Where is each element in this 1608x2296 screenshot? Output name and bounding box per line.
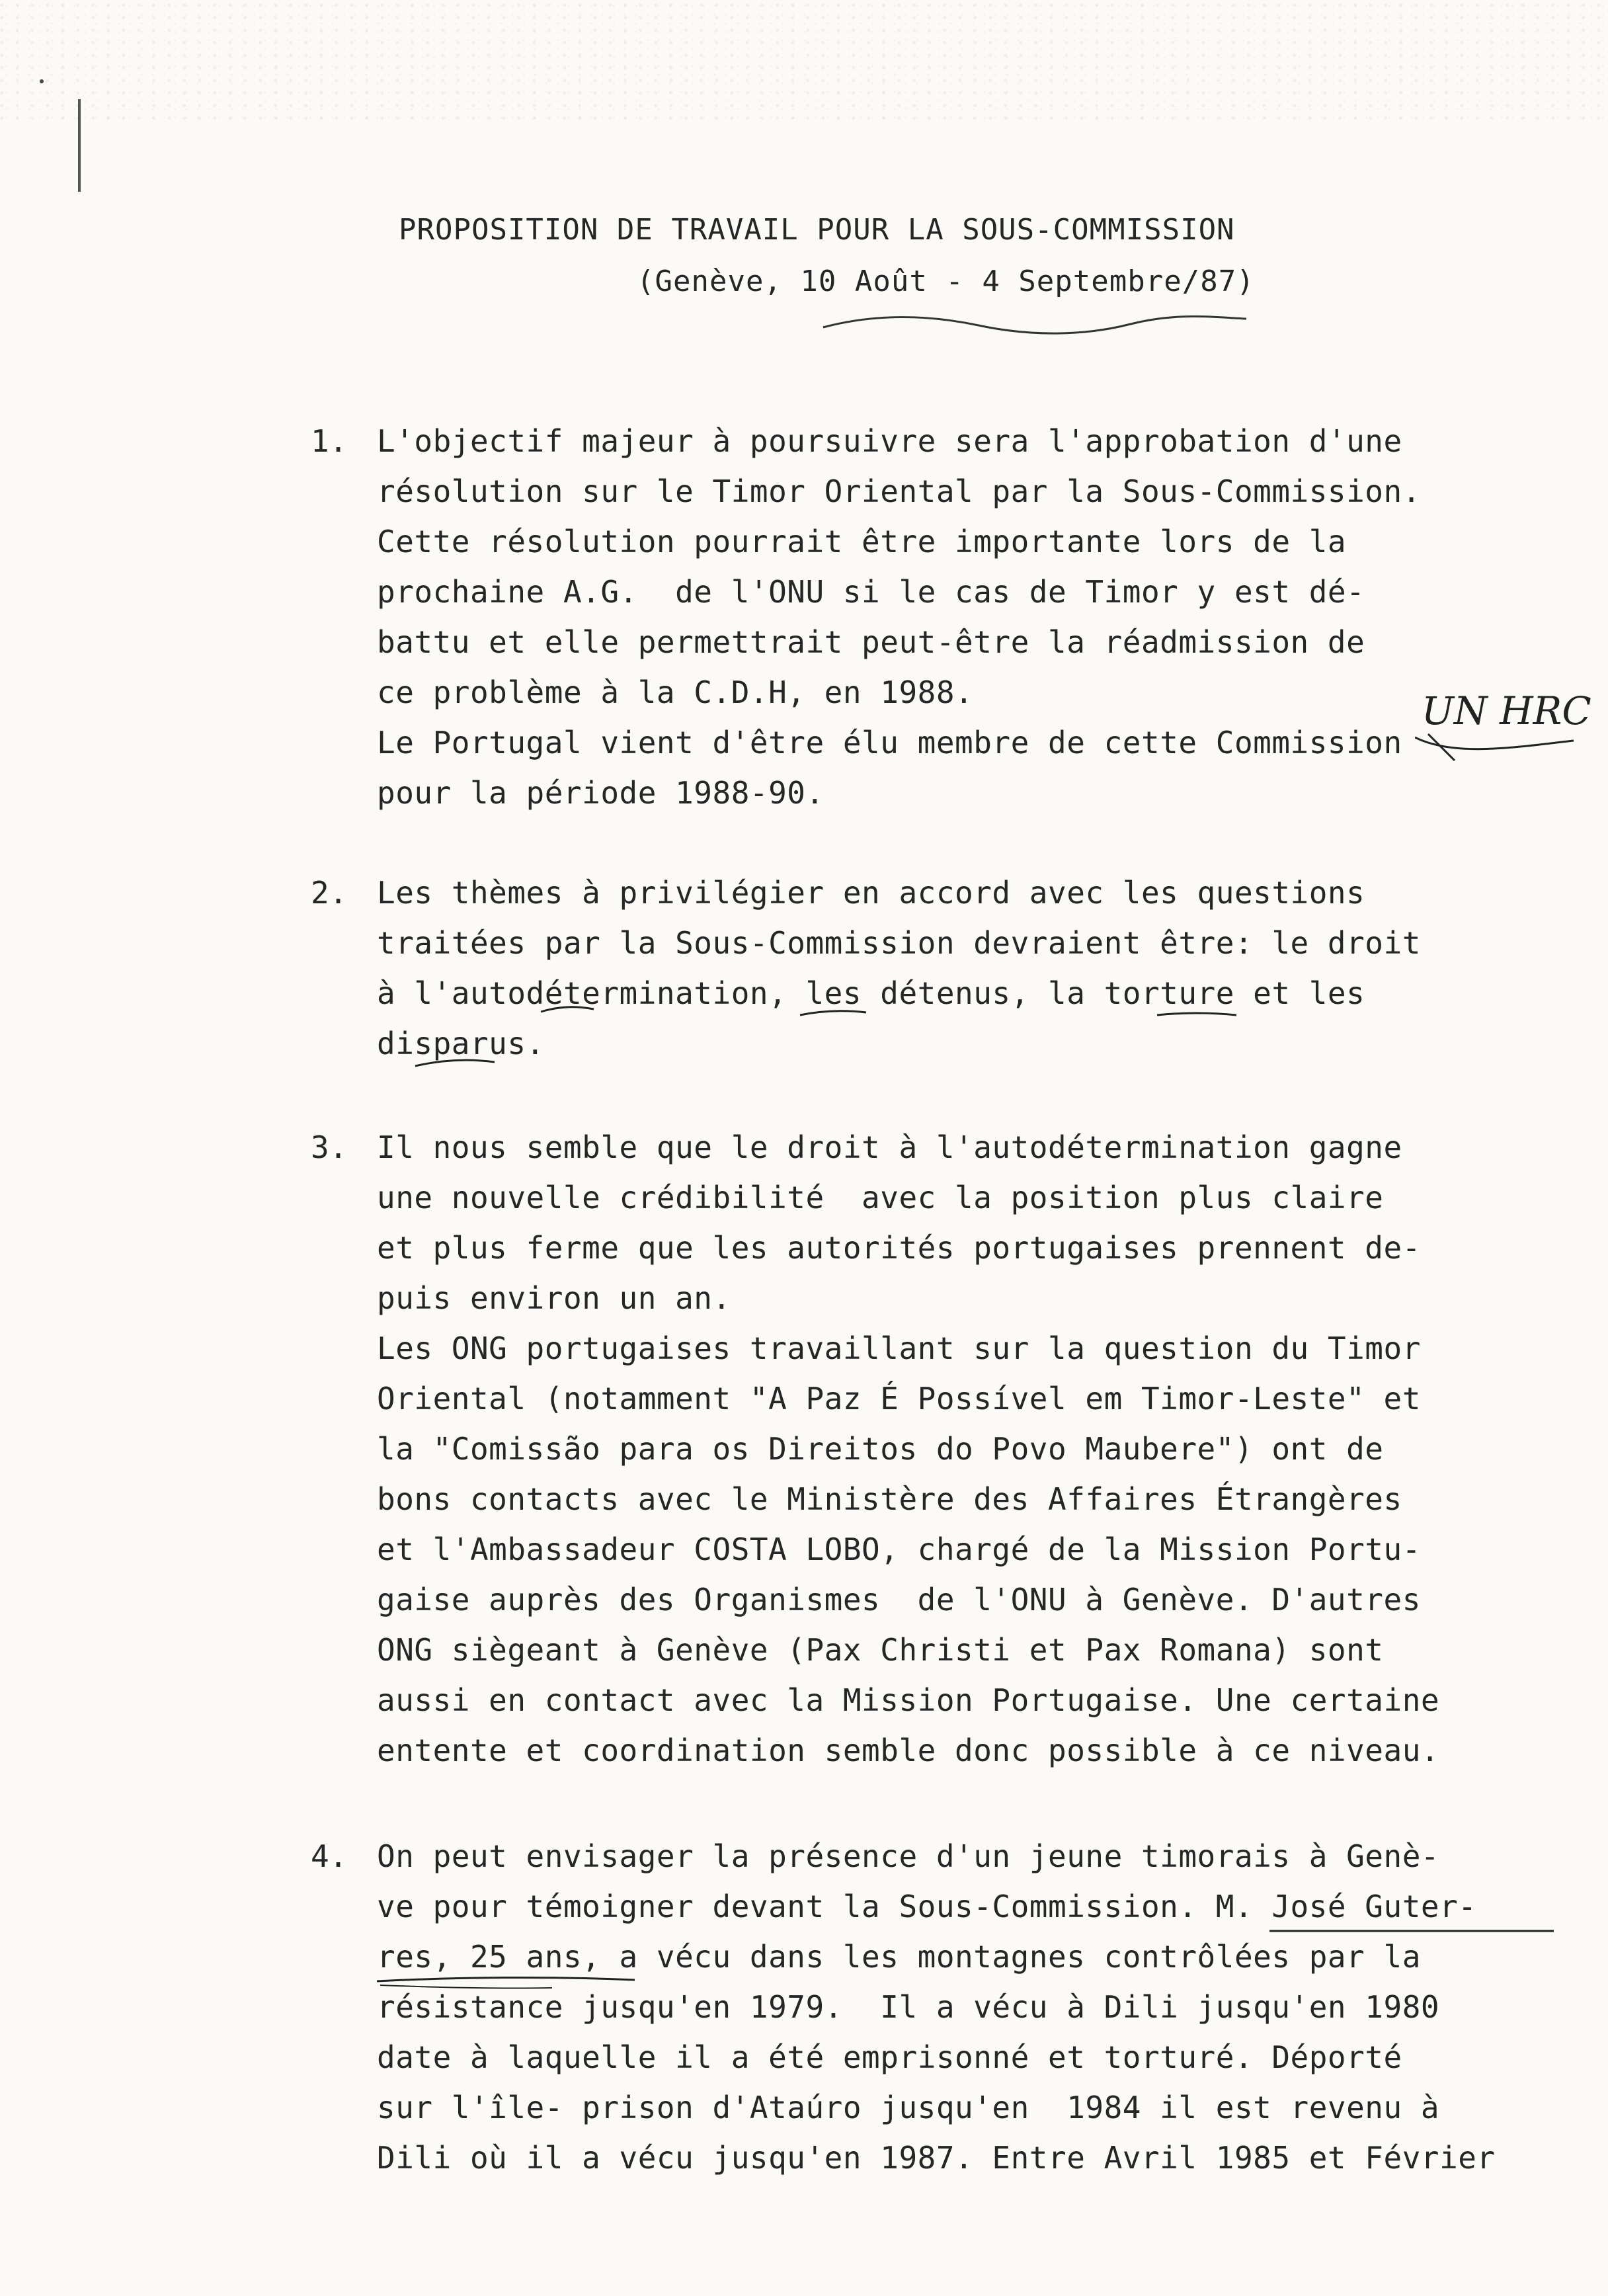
item-line: Il nous semble que le droit à l'autodétermination gagne: [377, 1129, 1402, 1165]
item-line: prochaine A.G. de l'ONU si le cas de Timor y est dé-: [377, 574, 1365, 610]
scan-noise: [0, 0, 1608, 126]
handwritten-annotation: [1415, 684, 1600, 784]
item-line: gaise auprès des Organismes de l'ONU à Genève. D'autres: [377, 1582, 1421, 1618]
margin-mark-bar: [78, 99, 81, 192]
item-line: Les ONG portugaises travaillant sur la question du Timor: [377, 1331, 1421, 1366]
handwritten-annotation-text: UN HRC: [1422, 688, 1591, 733]
item-line: date à laquelle il a été emprisonné et torturé. Déporté: [377, 2039, 1402, 2075]
item-line: bons contacts avec le Ministère des Affaires Étrangères: [377, 1481, 1402, 1517]
margin-mark-dot: [40, 79, 44, 83]
item-number: 2.: [311, 875, 348, 911]
item-line: et plus ferme que les autorités portugaises prennent de-: [377, 1230, 1421, 1266]
document-title: PROPOSITION DE TRAVAIL POUR LA SOUS-COMMISSION: [399, 213, 1235, 247]
item-line: entente et coordination semble donc possible à ce niveau.: [377, 1733, 1440, 1768]
item-number: 3.: [311, 1129, 348, 1165]
item-line: On peut envisager la présence d'un jeune timorais à Genè-: [377, 1838, 1440, 1874]
item-line: puis environ un an.: [377, 1280, 731, 1316]
item-line: traitées par la Sous-Commission devraient être: le droit: [377, 925, 1421, 961]
item-line: sur l'île- prison d'Ataúro jusqu'en 1984 il est revenu à: [377, 2090, 1440, 2125]
item-number: 4.: [311, 1838, 348, 1874]
item-line: res, 25 ans, a vécu dans les montagnes contrôlées par la: [377, 1939, 1421, 1975]
item-line: la "Comissão para os Direitos do Povo Maubere") ont de: [377, 1431, 1384, 1467]
item-line: Cette résolution pourrait être importante lors de la: [377, 524, 1347, 559]
item-line: Les thèmes à privilégier en accord avec les questions: [377, 875, 1365, 911]
item-line: battu et elle permettrait peut-être la réadmission de: [377, 624, 1365, 660]
item-line: une nouvelle crédibilité avec la position plus claire: [377, 1180, 1384, 1215]
item-line: aussi en contact avec la Mission Portugaise. Une certaine: [377, 1682, 1440, 1718]
handwritten-wave-underline: [820, 311, 1250, 337]
document-subtitle: (Genève, 10 Août - 4 Septembre/87): [637, 265, 1255, 298]
item-line: Le Portugal vient d'être élu membre de cette Commission: [377, 725, 1402, 760]
item-line: à l'autodétermination, les détenus, la torture et les: [377, 975, 1365, 1011]
item-line: Oriental (notamment "A Paz É Possível em Timor-Leste" et: [377, 1381, 1421, 1416]
item-number: 1.: [311, 423, 348, 459]
item-line: L'objectif majeur à poursuivre sera l'approbation d'une: [377, 423, 1402, 459]
item-line: pour la période 1988-90.: [377, 775, 824, 811]
item-line: ONG siègeant à Genève (Pax Christi et Pax Romana) sont: [377, 1632, 1384, 1668]
item-line: disparus.: [377, 1026, 545, 1061]
item-line: ve pour témoigner devant la Sous-Commission. M. José Guter-: [377, 1889, 1477, 1924]
item-line: résolution sur le Timor Oriental par la Sous-Commission.: [377, 473, 1421, 509]
item-line: et l'Ambassadeur COSTA LOBO, chargé de la Mission Portu-: [377, 1532, 1421, 1567]
item-line: ce problème à la C.D.H, en 1988.: [377, 675, 974, 710]
item-line: Dili où il a vécu jusqu'en 1987. Entre Avril 1985 et Février: [377, 2140, 1496, 2176]
item-line: résistance jusqu'en 1979. Il a vécu à Dili jusqu'en 1980: [377, 1989, 1440, 2025]
